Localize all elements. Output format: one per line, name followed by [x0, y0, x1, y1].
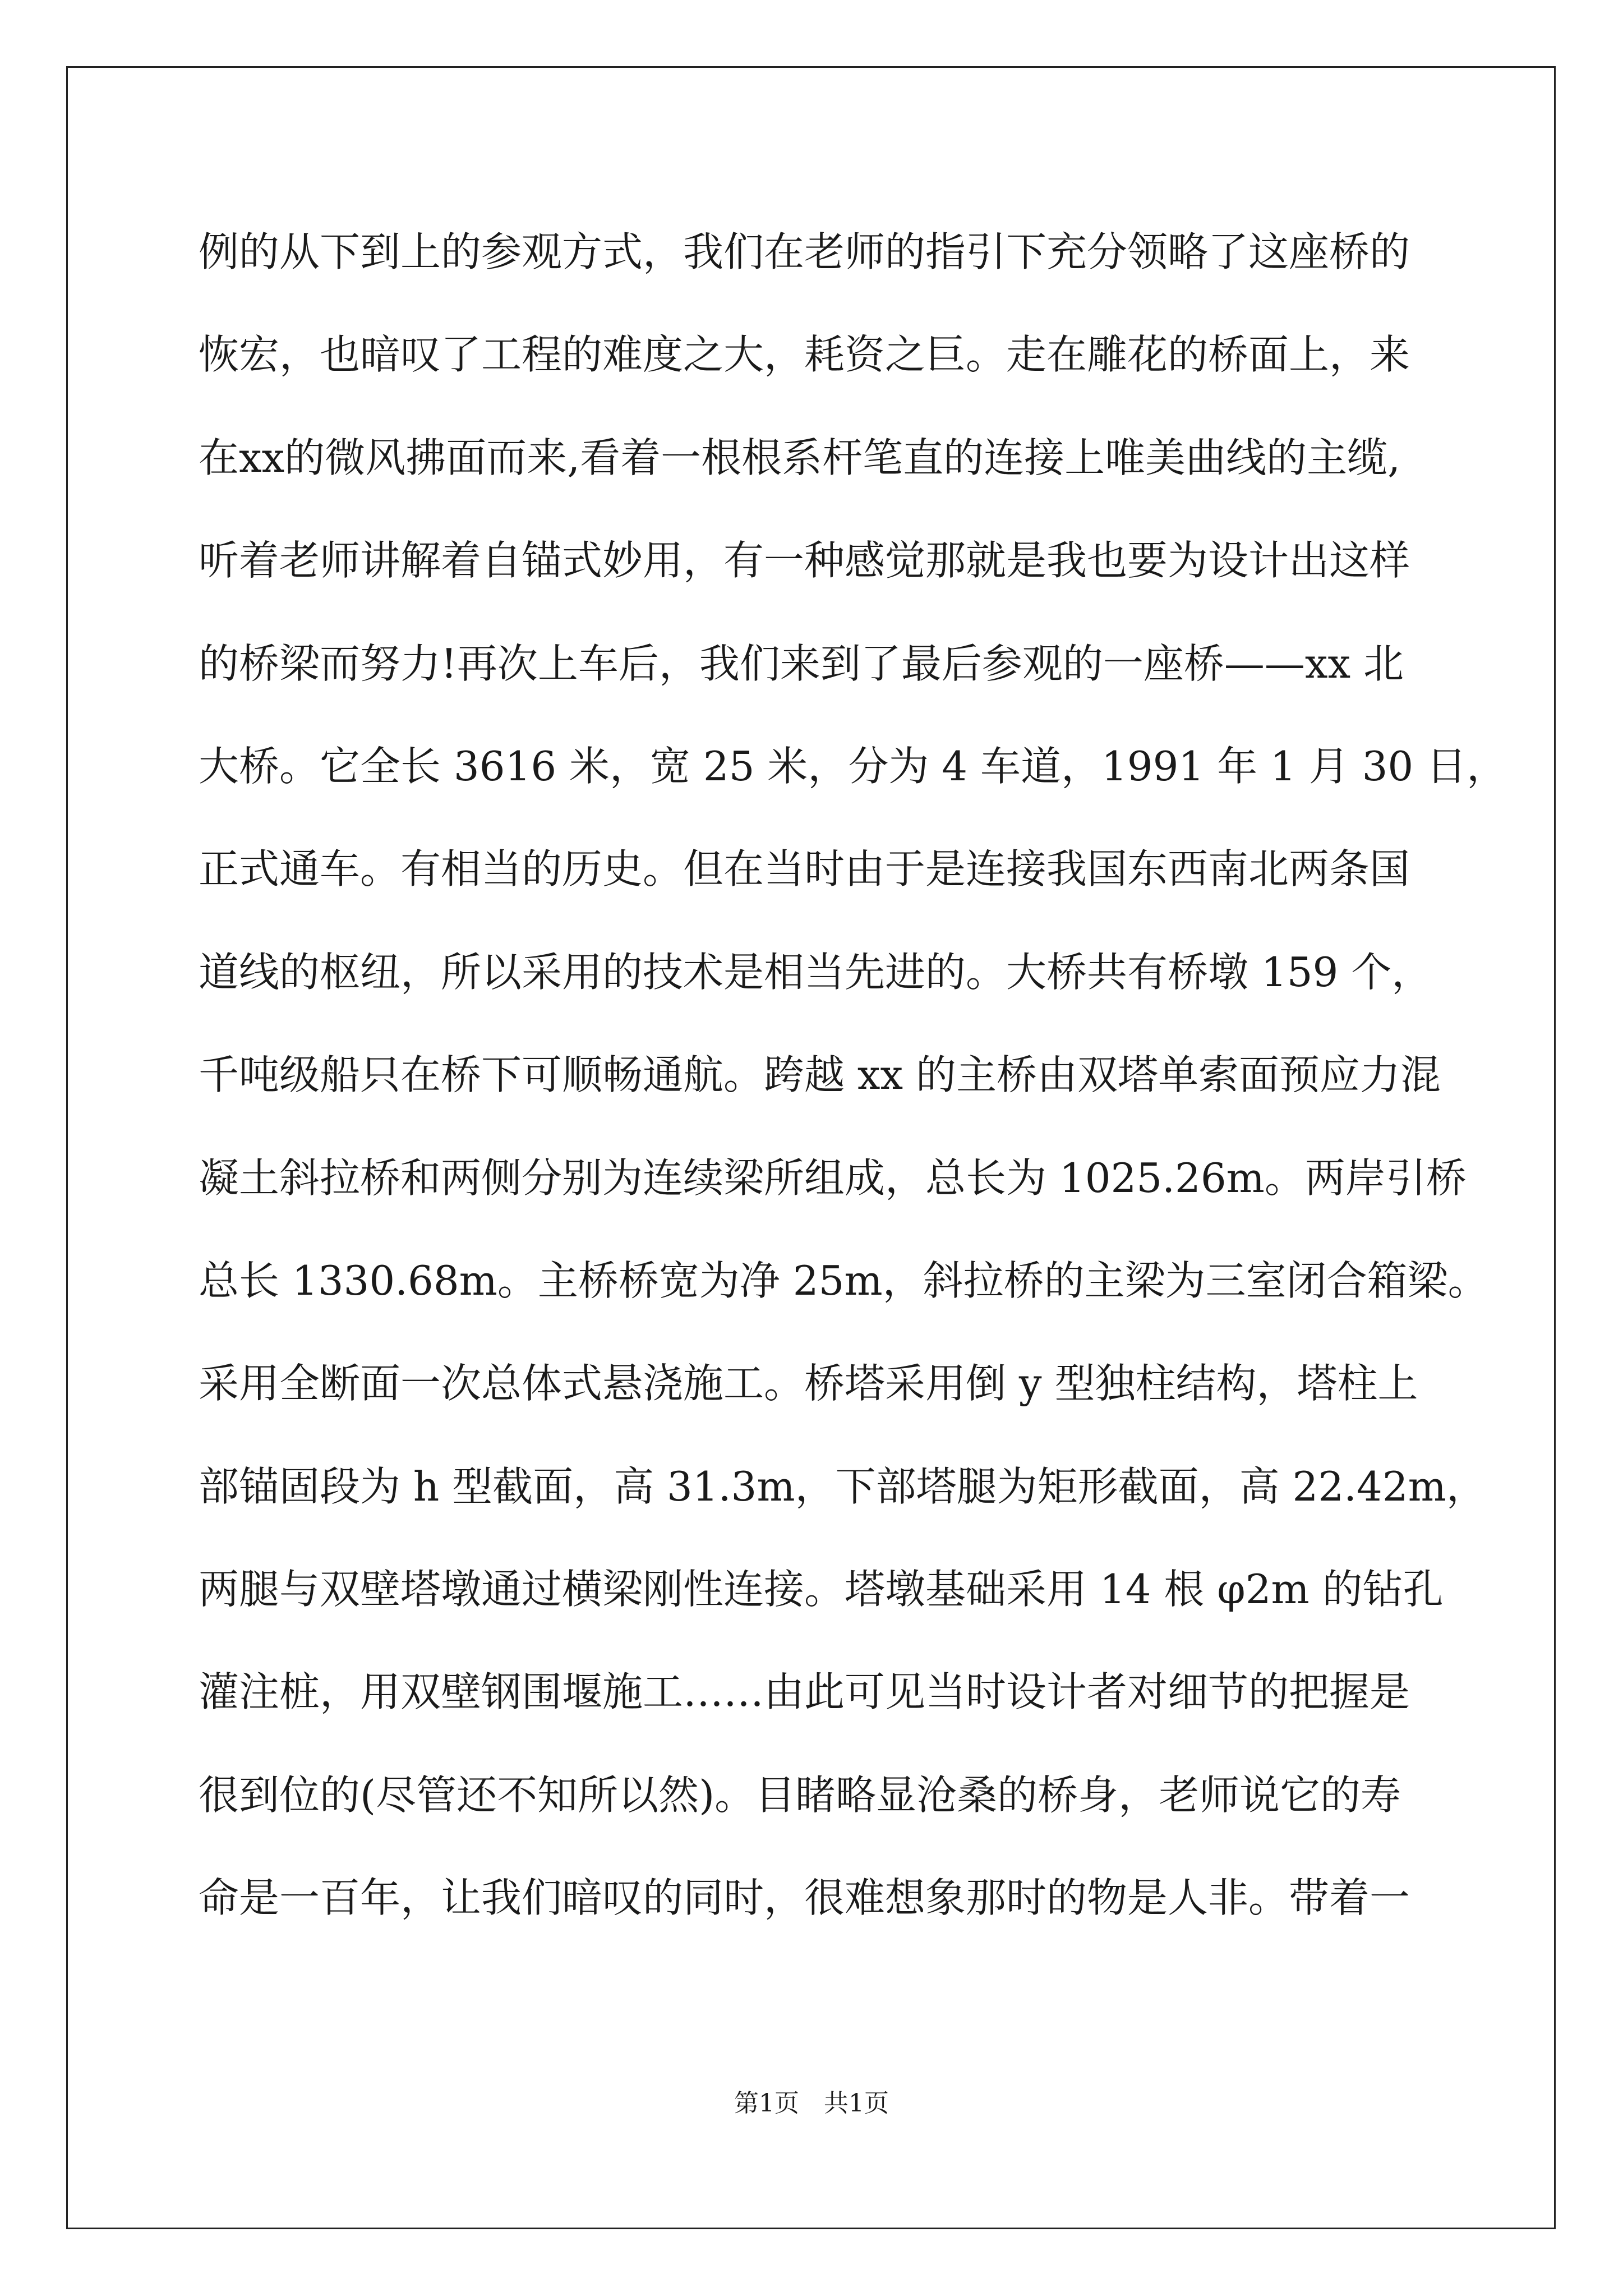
- page-count: 共1页: [824, 2089, 889, 2118]
- text-line: 例的从下到上的参观方式，我们在老师的指引下充分领略了这座桥的: [199, 228, 1410, 275]
- text-line: 采用全断面一次总体式悬浇施工。桥塔采用倒 y 型独柱结构，塔柱上: [199, 1360, 1418, 1407]
- text-line: 道线的枢纽，所以采用的技术是相当先进的。大桥共有桥墩 159 个，: [199, 948, 1432, 996]
- text-line: 凝土斜拉桥和两侧分别为连续梁所组成，总长为 1025.26m。两岸引桥: [199, 1154, 1467, 1202]
- document-body: [199, 201, 1507, 1950]
- page-footer: [0, 2087, 1623, 2120]
- text-line: 恢宏，也暗叹了工程的难度之大，耗资之巨。走在雕花的桥面上，来: [199, 331, 1410, 379]
- page-number: 第1页: [734, 2089, 799, 2118]
- text-line: 部锚固段为 h 型截面，高 31.3m，下部塔腿为矩形截面，高 22.42m，: [199, 1462, 1487, 1510]
- text-line: 正式通车。有相当的历史。但在当时由于是连接我国东西南北两条国: [199, 845, 1410, 893]
- text-line: 灌注桩，用双壁钢围堰施工……由此可见当时设计者对细节的把握是: [199, 1668, 1410, 1716]
- text-line: 很到位的(尽管还不知所以然)。目睹略显沧桑的桥身，老师说它的寿: [199, 1771, 1401, 1819]
- text-line: 千吨级船只在桥下可顺畅通航。跨越 xx 的主桥由双塔单索面预应力混: [199, 1051, 1441, 1099]
- text-line: 命是一百年，让我们暗叹的同时，很难想象那时的物是人非。带着一: [199, 1874, 1410, 1922]
- text-line: 的桥梁而努力!再次上车后，我们来到了最后参观的一座桥——xx 北: [199, 639, 1404, 687]
- text-line: 听着老师讲解着自锚式妙用，有一种感觉那就是我也要为设计出这样: [199, 537, 1410, 585]
- text-line: 在xx的微风拂面而来,看着一根根系杆笔直的连接上唯美曲线的主缆,: [199, 434, 1400, 481]
- text-line: 总长 1330.68m。主桥桥宽为净 25m，斜拉桥的主梁为三室闭合箱梁。: [199, 1257, 1488, 1304]
- text-line: 大桥。它全长 3616 米，宽 25 米，分为 4 车道，1991 年 1 月 30 日，: [199, 742, 1507, 790]
- text-line: 两腿与双壁塔墩通过横梁刚性连接。塔墩基础采用 14 根 φ2m 的钻孔: [199, 1566, 1444, 1613]
